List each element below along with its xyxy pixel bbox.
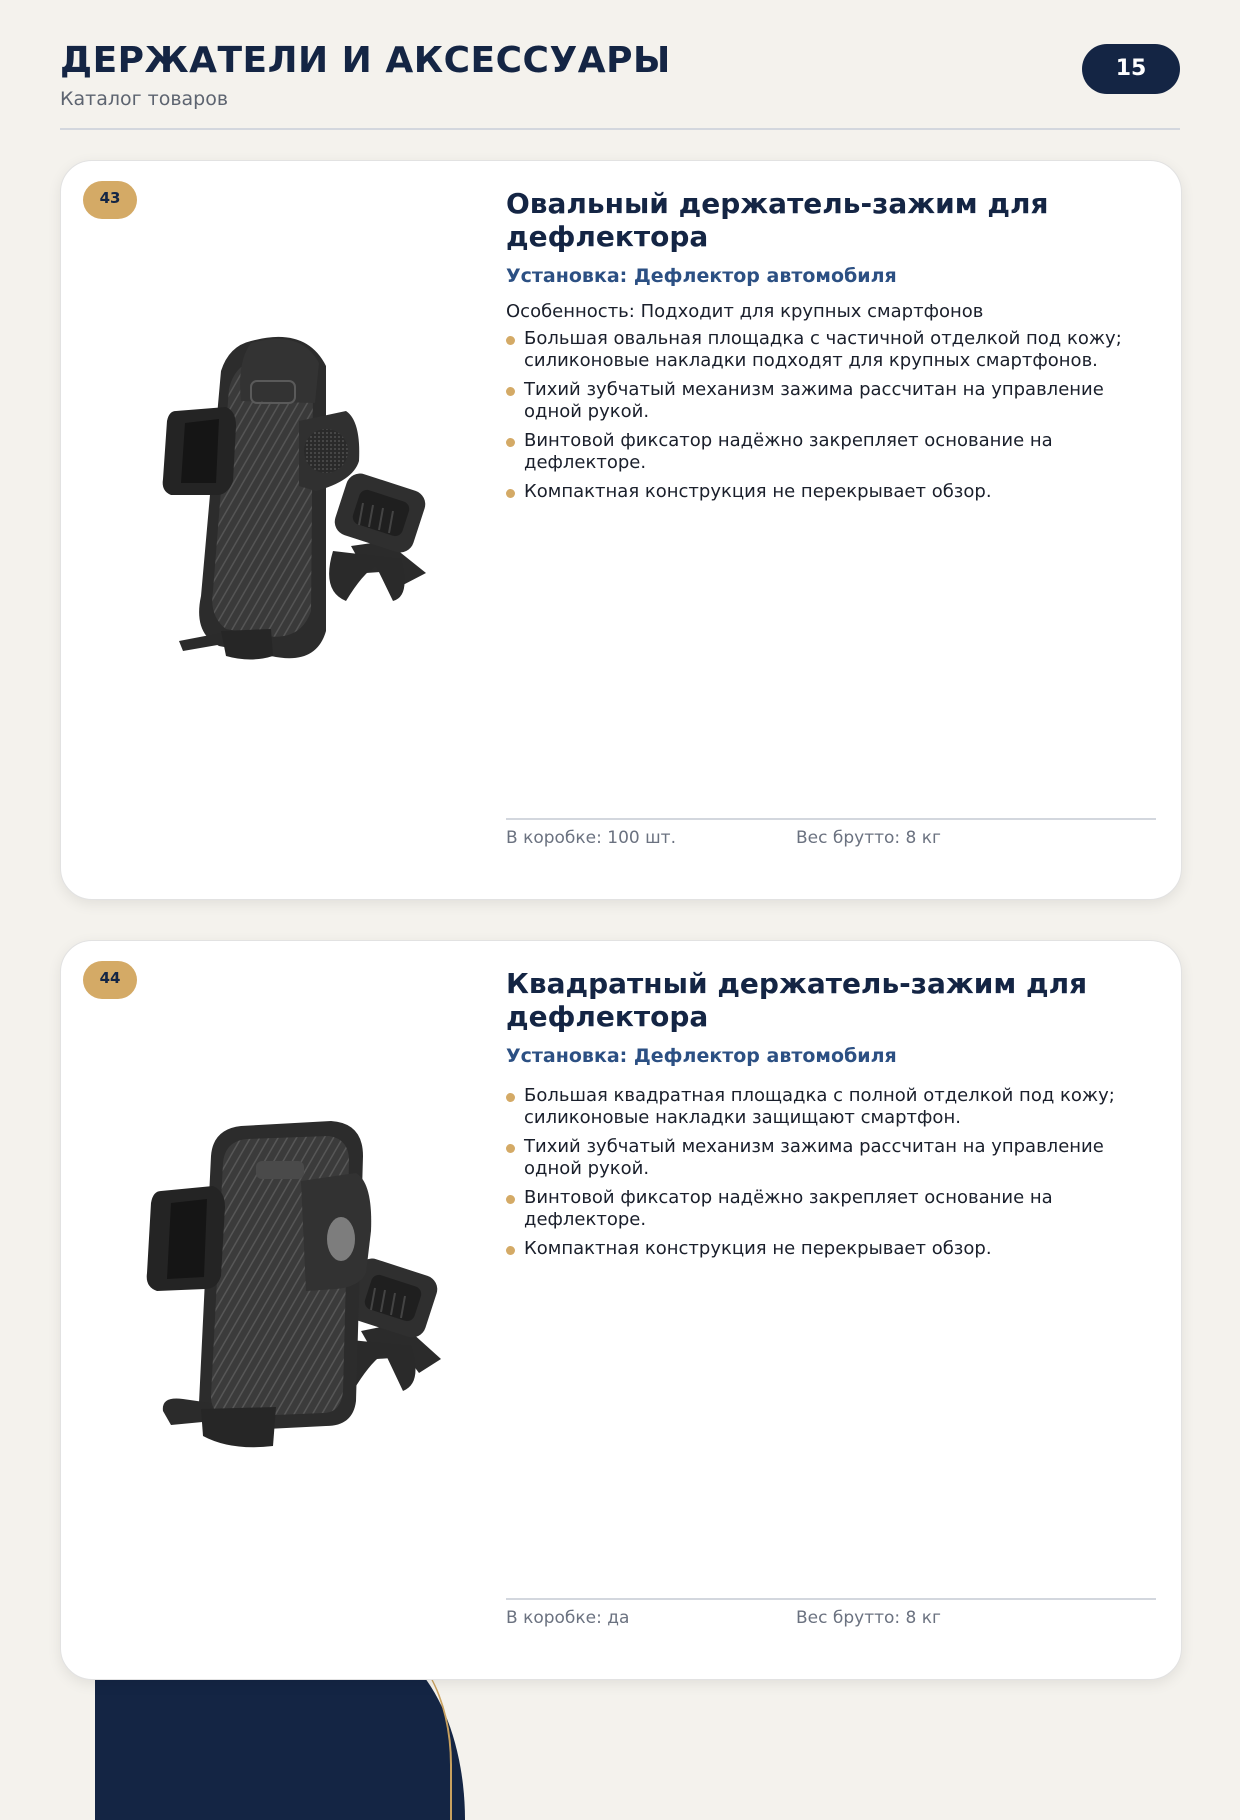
box-quantity: В коробке: 100 шт. — [506, 828, 676, 848]
product-install-type: Установка: Дефлектор автомобиля — [506, 1045, 897, 1067]
product-info — [506, 967, 1156, 1267]
gross-weight: Вес брутто: 8 кг — [796, 1608, 941, 1628]
bullet-item: Компактная конструкция не перекрывает обзор. — [506, 481, 1156, 503]
product-card — [60, 940, 1182, 1680]
bullet-item: Компактная конструкция не перекрывает обзор. — [506, 1238, 1156, 1260]
page-subtitle: Каталог товаров — [60, 88, 229, 110]
product-footer — [506, 1598, 1156, 1628]
product-card — [60, 160, 1182, 900]
bullet-item: Большая овальная площадка с частичной отделкой под кожу; силиконовые накладки подходят для крупных смартфонов. — [506, 328, 1156, 372]
footer-divider — [506, 1598, 1156, 1600]
page-header — [60, 40, 1180, 130]
product-number-badge: 44 — [83, 961, 137, 999]
product-feature: Особенность: Подходит для крупных смартфонов — [506, 301, 984, 322]
product-install-type: Установка: Дефлектор автомобиля — [506, 265, 897, 287]
bullet-item: Тихий зубчатый механизм зажима рассчитан на управление одной рукой. — [506, 1136, 1156, 1180]
bullet-item: Винтовой фиксатор надёжно закрепляет основание на дефлекторе. — [506, 1187, 1156, 1231]
product-title: Овальный держатель-зажим для дефлектора — [506, 187, 1049, 253]
bullet-item: Винтовой фиксатор надёжно закрепляет основание на дефлекторе. — [506, 430, 1156, 474]
page-title: ДЕРЖАТЕЛИ И АКСЕССУАРЫ — [60, 40, 671, 81]
gross-weight: Вес брутто: 8 кг — [796, 828, 941, 848]
product-bullet-list — [506, 328, 1156, 503]
product-bullet-list — [506, 1085, 1156, 1260]
footer-divider — [506, 818, 1156, 820]
bullet-item: Большая квадратная площадка с полной отделкой под кожу; силиконовые накладки защищают смартфон. — [506, 1085, 1156, 1129]
product-info — [506, 187, 1156, 510]
oval-phone-holder-image — [101, 311, 481, 691]
product-footer — [506, 818, 1156, 848]
product-title: Квадратный держатель-зажим для дефлектора — [506, 967, 1088, 1033]
page-number-badge: 15 — [1082, 44, 1180, 94]
header-divider — [60, 128, 1180, 130]
box-quantity: В коробке: да — [506, 1608, 630, 1628]
product-number-badge: 43 — [83, 181, 137, 219]
bullet-item: Тихий зубчатый механизм зажима рассчитан на управление одной рукой. — [506, 379, 1156, 423]
square-phone-holder-image — [101, 1091, 481, 1471]
